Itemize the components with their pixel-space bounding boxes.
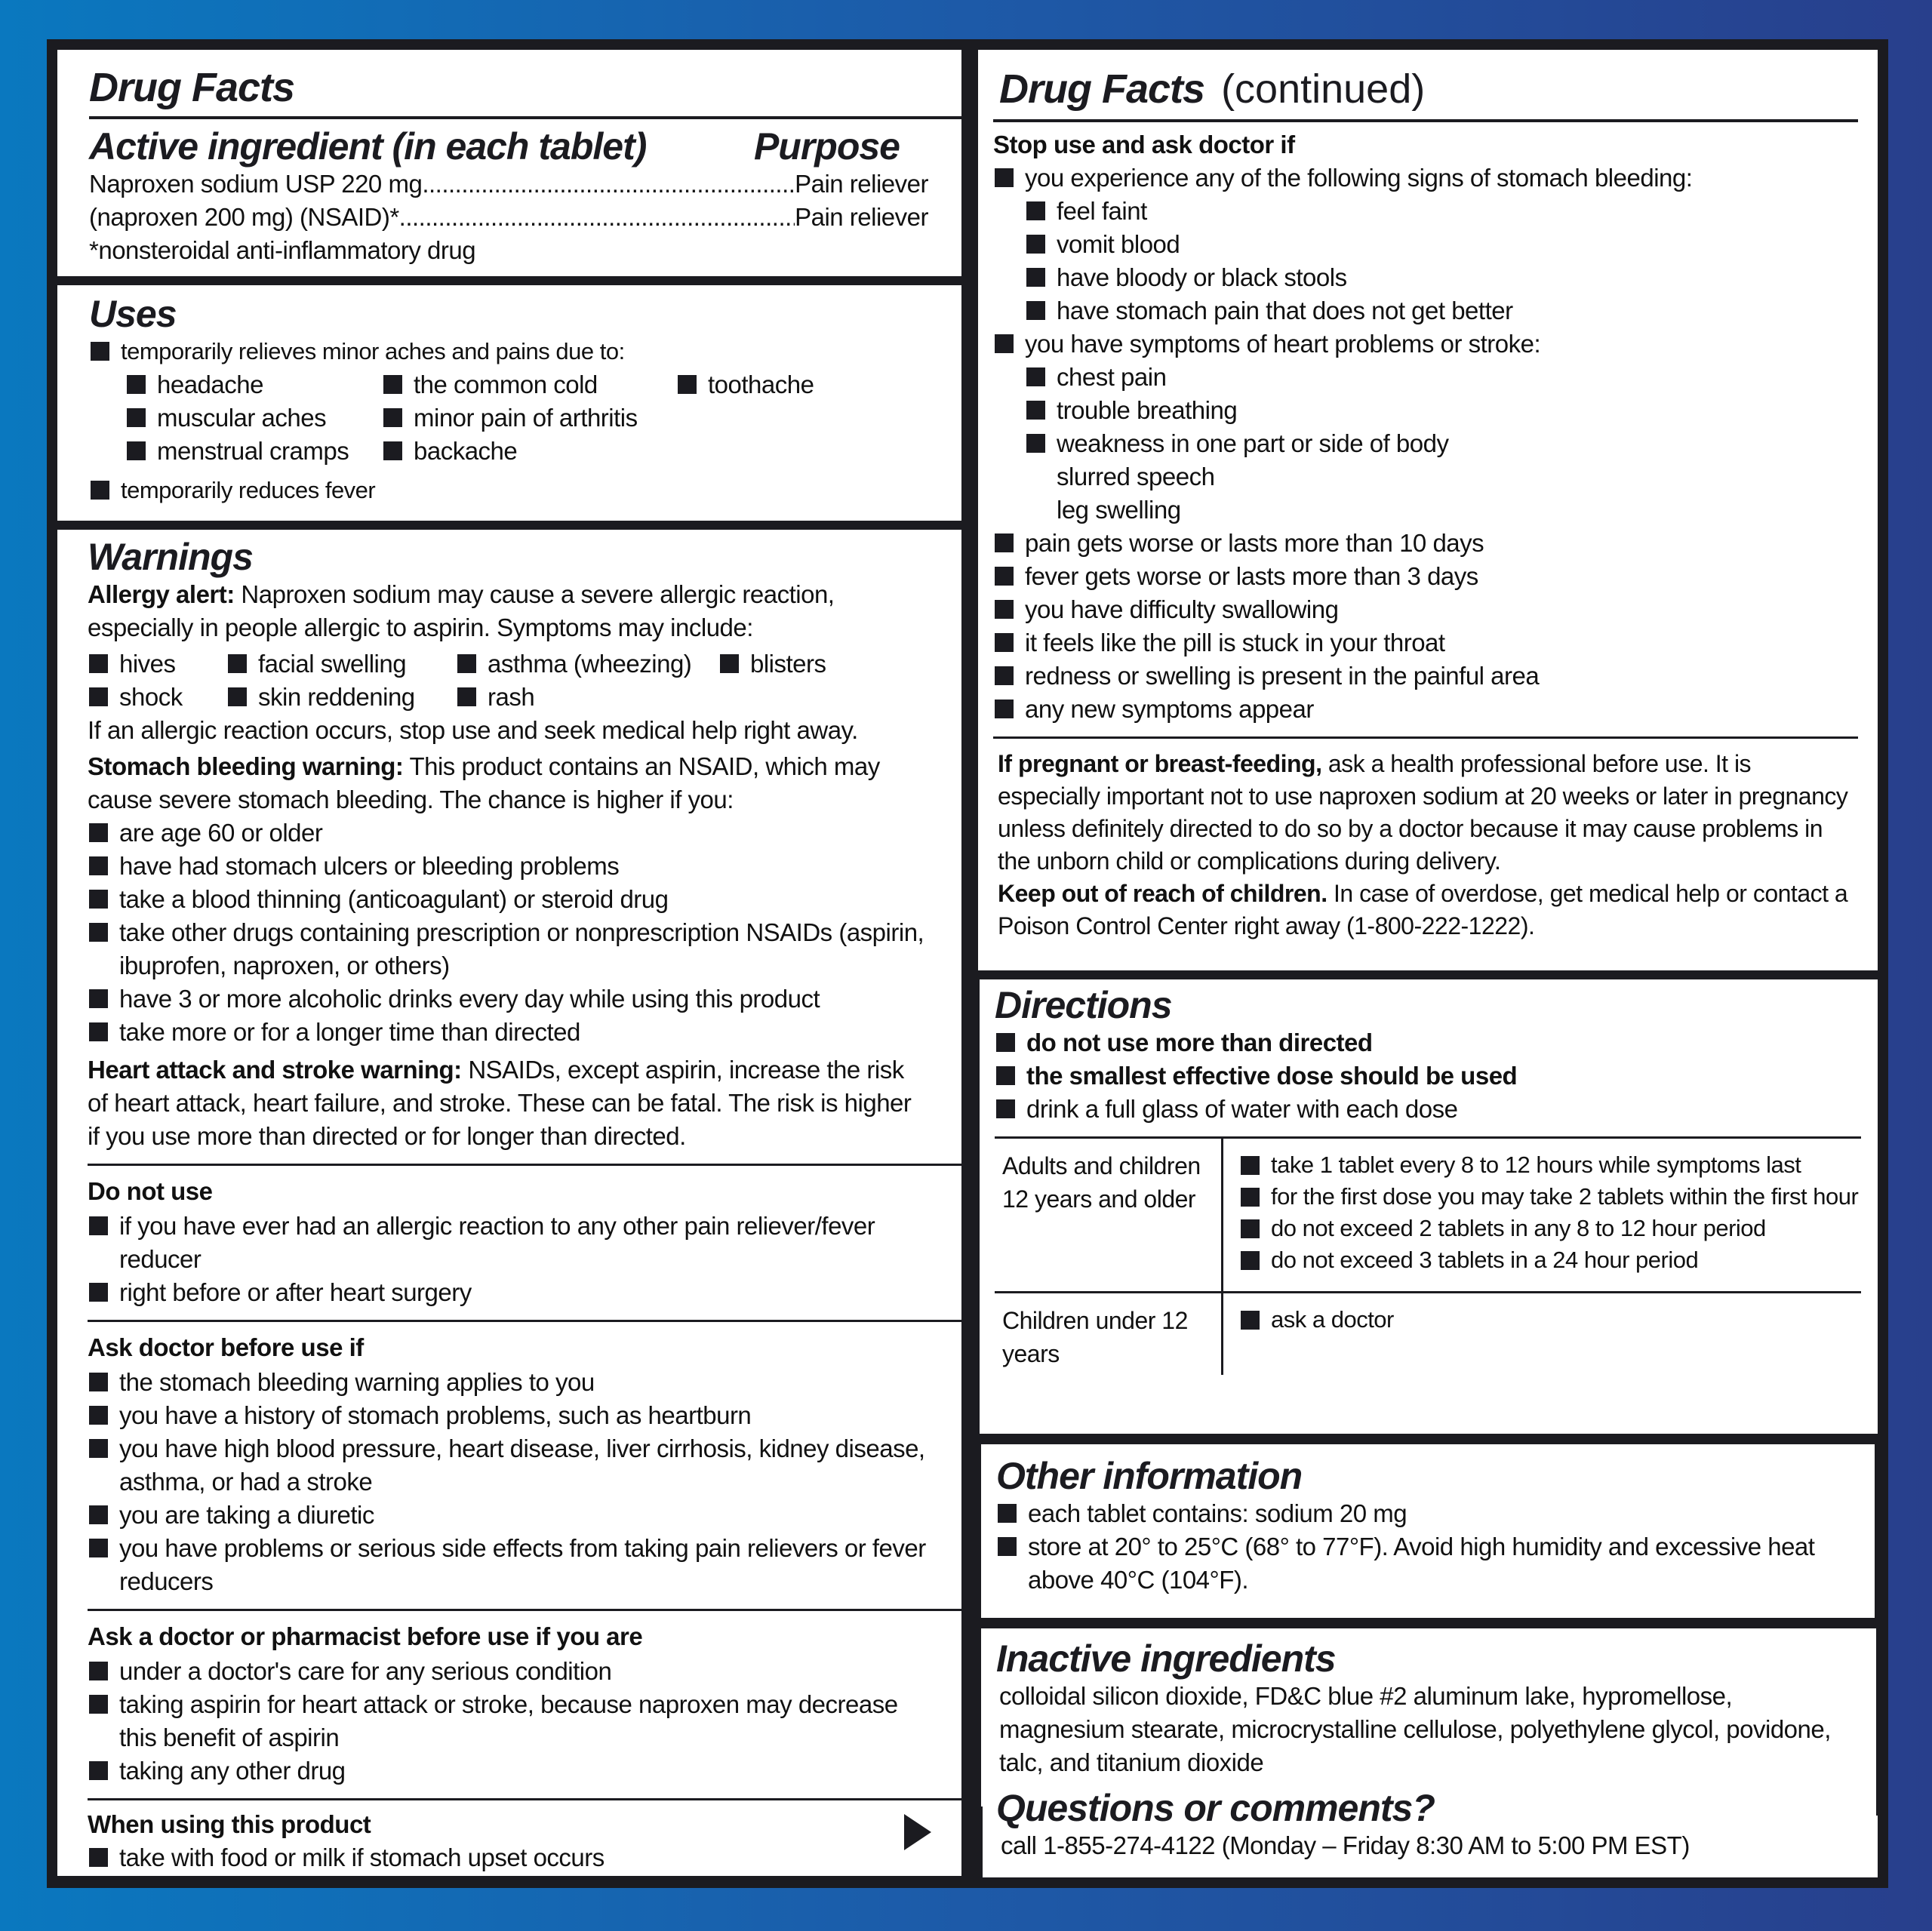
list-item: each tablet contains: sodium 20 mg (996, 1497, 1858, 1530)
warnings-panel (57, 530, 961, 1876)
drug-facts-continued-title: Drug Facts (continued) (999, 66, 1426, 112)
active-ingredient-panel (57, 50, 961, 276)
list-item: slurred speech (1057, 463, 1215, 490)
list-item: take more or for a longer time than directed (88, 1016, 928, 1049)
list-item: under a doctor's care for any serious condition (88, 1655, 928, 1688)
directions-heading: Directions (995, 984, 1172, 1026)
list-item: have stomach pain that does not get better (1025, 294, 1858, 327)
list-item: have had stomach ulcers or bleeding problems (88, 850, 928, 883)
list-item: facial swelling (226, 647, 456, 681)
drug-facts-label (47, 39, 1888, 1888)
list-item: skin reddening (226, 681, 456, 714)
list-item: toothache (676, 368, 903, 401)
other-stop-list (993, 527, 1858, 726)
list-item: minor pain of arthritis (382, 401, 676, 435)
footnote: *nonsteroidal anti-inflammatory drug (89, 236, 476, 264)
uses-heading: Uses (89, 293, 177, 335)
list-item: take other drugs containing prescription or nonprescription NSAIDs (aspirin, ibuprofen, naproxen, or others) (88, 916, 928, 982)
inactive-ingredients-heading: Inactive ingredients (996, 1637, 1336, 1680)
list-item: you have difficulty swallowing (993, 593, 1858, 626)
list-item: if you have ever had an allergic reaction to any other pain reliever/fever reducer (88, 1210, 928, 1276)
ask-doctor-list (88, 1366, 928, 1598)
list-item: backache (382, 435, 676, 468)
do-not-use-heading: Do not use (88, 1177, 213, 1205)
list-item: do not exceed 3 tablets in a 24 hour period (1239, 1244, 1861, 1276)
list-item: feel faint (1025, 195, 1858, 228)
adults-label: Adults and children 12 years and older (995, 1139, 1223, 1291)
other-info-list (996, 1497, 1858, 1597)
list-item: any new symptoms appear (993, 693, 1858, 726)
allergy-alert: Allergy alert: Naproxen sodium may cause a severe allergic reaction, especially in people allergic to aspirin. Symptoms may include: (88, 580, 835, 641)
questions-block (983, 1779, 1876, 1877)
list-item: you have problems or serious side effects from taking pain relievers or fever reducers (88, 1532, 928, 1598)
stomach-bleeding-warning: Stomach bleeding warning: This product contains an NSAID, which may cause severe stomach bleeding. The chance is higher if you: (88, 752, 880, 813)
list-item: store at 20° to 25°C (68° to 77°F). Avoid high humidity and excessive heat above 40°C (104°F). (996, 1530, 1858, 1597)
do-not-use-list (88, 1210, 928, 1309)
questions-heading: Questions or comments? (996, 1787, 1435, 1829)
heart-attack-warning: Heart attack and stroke warning: NSAIDs, except aspirin, increase the risk of heart attack, heart failure, and stroke. These can be fatal. The risk is higher if you use more than directed or for longer than directed. (88, 1056, 912, 1150)
directions-panel (980, 979, 1878, 1434)
stomach-list (88, 816, 928, 1049)
when-using-heading: When using this product (88, 1810, 371, 1838)
list-item: taking aspirin for heart attack or stroke, because naproxen may decrease this benefit of aspirin (88, 1688, 928, 1754)
list-item: weakness in one part or side of body (1025, 427, 1858, 460)
warnings-heading: Warnings (88, 536, 253, 578)
list-item: ask a doctor (1239, 1304, 1861, 1336)
ask-pharmacist-list (88, 1655, 928, 1788)
list-item: asthma (wheezing) (456, 647, 718, 681)
pregnancy-warning: If pregnant or breast-feeding, ask a health professional before use. It is especially important not to use naproxen sodium at 20 weeks or later in pregnancy unless definitely directed to do so by a doctor because it may cause problems in the unborn child or complications during delivery. (998, 750, 1848, 875)
ask-doctor-heading: Ask doctor before use if (88, 1333, 364, 1361)
other-info-heading: Other information (996, 1455, 1303, 1497)
list-item: take 1 tablet every 8 to 12 hours while symptoms last (1239, 1149, 1861, 1181)
inactive-ingredients-text: colloidal silicon dioxide, FD&C blue #2 aluminum lake, hypromellose, magnesium stearate, microcrystalline cellulose, polyethylene glycol, povidone, talc, and titanium dioxide (999, 1682, 1831, 1776)
list-item: are age 60 or older (88, 816, 928, 850)
list-item: take a blood thinning (anticoagulant) or steroid drug (88, 883, 928, 916)
list-item: taking any other drug (88, 1754, 928, 1788)
uses-grid (125, 368, 928, 468)
ingredient-row: (naproxen 200 mg) (NSAID)* ..... Pain reliever (89, 201, 928, 234)
stop-use-heading: Stop use and ask doctor if (993, 131, 1295, 158)
list-item: do not use more than directed (995, 1026, 1861, 1059)
uses-panel (57, 285, 961, 521)
stop-use-list (993, 161, 1858, 195)
other-info-panel (981, 1444, 1875, 1618)
list-item: you have high blood pressure, heart disease, liver cirrhosis, kidney disease, asthma, or had a stroke (88, 1432, 928, 1499)
list-item: hives (88, 647, 226, 681)
list-item: the stomach bleeding warning applies to you (88, 1366, 928, 1399)
uses-fever: temporarily reduces fever (89, 474, 928, 507)
list-item: headache (125, 368, 382, 401)
allergy-symptoms-grid (88, 647, 928, 714)
list-item: do not exceed 2 tablets in any 8 to 12 hour period (1239, 1213, 1861, 1244)
directions-table (995, 1136, 1861, 1375)
list-item: leg swelling (1057, 496, 1181, 524)
drug-facts-title: Drug Facts (89, 65, 295, 110)
list-item: take with food or milk if stomach upset occurs (88, 1841, 928, 1874)
list-item: trouble breathing (1025, 394, 1858, 427)
list-item: right before or after heart surgery (88, 1276, 928, 1309)
list-item: for the first dose you may take 2 tablets within the first hour (1239, 1181, 1861, 1213)
when-using-list (88, 1841, 928, 1874)
adults-dosing (1221, 1139, 1861, 1291)
list-item: the smallest effective dose should be used (995, 1059, 1861, 1093)
list-item: redness or swelling is present in the painful area (993, 660, 1858, 693)
continue-arrow-icon (904, 1814, 931, 1850)
children-dosing (1221, 1291, 1861, 1375)
ask-pharmacist-heading: Ask a doctor or pharmacist before use if you are (88, 1622, 643, 1650)
list-item: have bloody or black stools (1025, 261, 1858, 294)
list-item: drink a full glass of water with each dose (995, 1093, 1861, 1126)
active-ingredient-heading: Active ingredient (in each tablet) (89, 125, 647, 168)
list-item: it feels like the pill is stuck in your throat (993, 626, 1858, 660)
ingredient-row: Naproxen sodium USP 220 mg ..... Pain reliever (89, 168, 928, 201)
list-item: you have symptoms of heart problems or stroke: (993, 327, 1858, 361)
list-item: shock (88, 681, 226, 714)
list-item: menstrual cramps (125, 435, 382, 468)
stop-use-panel (978, 50, 1878, 970)
heart-intro-list (993, 327, 1858, 361)
heart-list (993, 361, 1858, 527)
list-item: pain gets worse or lasts more than 10 days (993, 527, 1858, 560)
list-item: have 3 or more alcoholic drinks every day while using this product (88, 982, 928, 1016)
bleeding-list (993, 195, 1858, 327)
directions-list (995, 1026, 1861, 1126)
questions-phone: call 1-855-274-4122 (Monday – Friday 8:30 AM to 5:00 PM EST) (1001, 1831, 1690, 1859)
list-item: rash (456, 681, 718, 714)
list-item: the common cold (382, 368, 676, 401)
list-item: chest pain (1025, 361, 1858, 394)
list-item: you experience any of the following signs of stomach bleeding: (993, 161, 1858, 195)
list-item: vomit blood (1025, 228, 1858, 261)
list-item: you are taking a diuretic (88, 1499, 928, 1532)
list-item: fever gets worse or lasts more than 3 days (993, 560, 1858, 593)
list-item: you have a history of stomach problems, such as heartburn (88, 1399, 928, 1432)
keep-out-of-reach: Keep out of reach of children. In case of overdose, get medical help or contact a Poison Control Center right away (1-800-222-1222). (998, 880, 1848, 939)
uses-intro: temporarily relieves minor aches and pains due to: (89, 335, 928, 368)
children-label: Children under 12 years (995, 1291, 1223, 1375)
list-item: muscular aches (125, 401, 382, 435)
purpose-heading: Purpose (753, 125, 900, 168)
allergy-after: If an allergic reaction occurs, stop use and seek medical help right away. (88, 716, 858, 744)
list-item: blisters (718, 647, 869, 681)
